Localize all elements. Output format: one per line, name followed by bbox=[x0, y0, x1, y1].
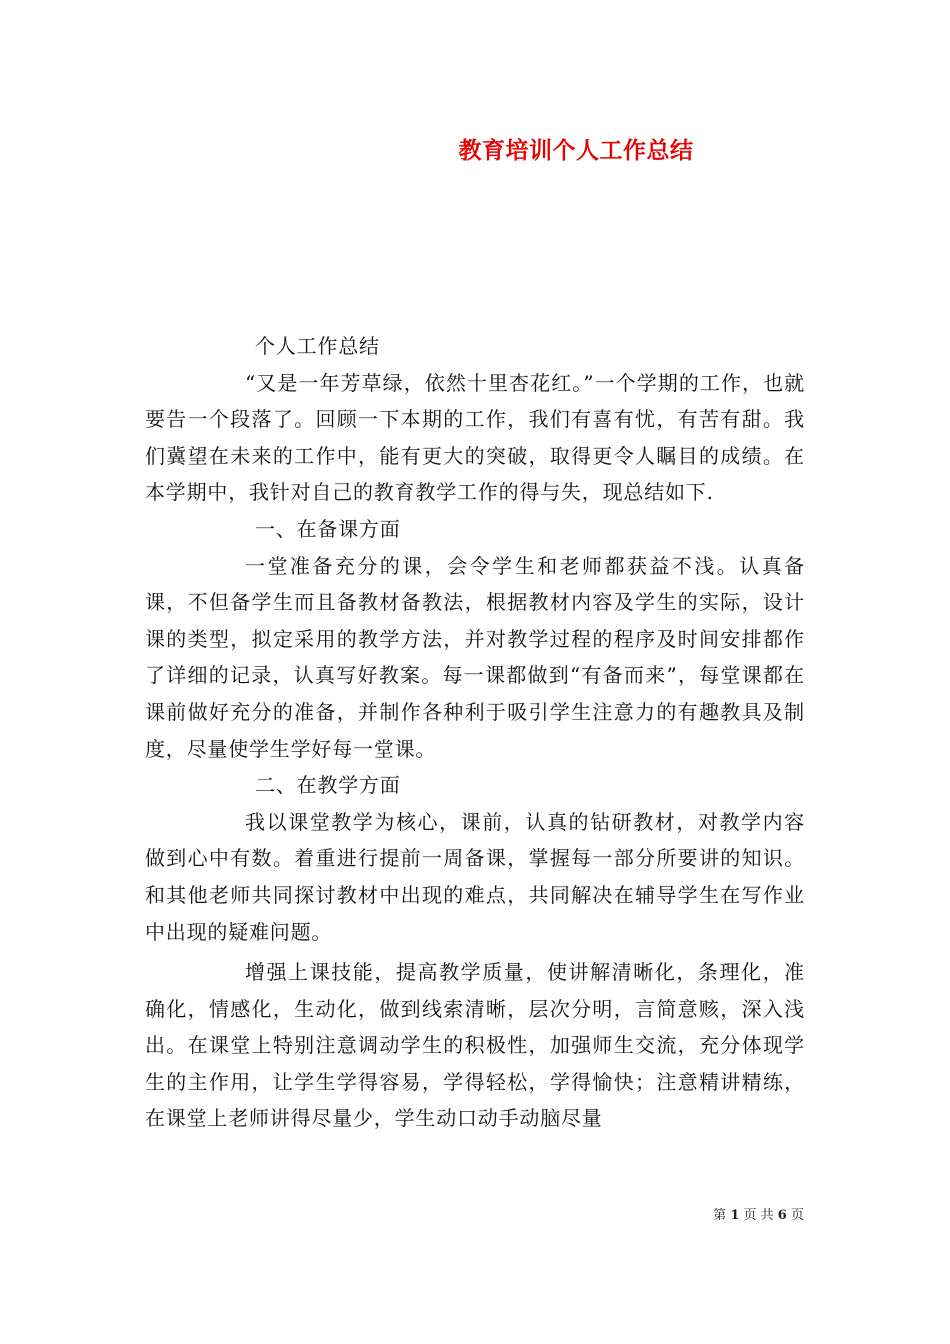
body-paragraph: “又是一年芳草绿，依然十里杏花红。”一个学期的工作，也就要告一个段落了。回顾一下本期的工作，我们有喜有忧，有苦有甜。我们冀望在未来的工作中，能有更大的突破，取得更令人瞩目的成绩。在本学期中，我针对自己的教育教学工作的得与失，现总结如下. bbox=[145, 370, 805, 505]
footer-prefix: 第 bbox=[713, 1208, 727, 1223]
body-paragraph: 一堂准备充分的课，会令学生和老师都获益不浅。认真备课，不但备学生而且备教材备教法，根据教材内容及学生的实际，设计课的类型，拟定采用的教学方法，并对教学过程的程序及时间安排都作了详细的记录，认真写好教案。每一课都做到“有备而来”，每堂课都在课前做好充分的准备，并制作各种利于吸引学生注意力的有趣教具及制度，尽量使学生学好每一堂课。 bbox=[145, 553, 805, 761]
section-heading: 一、在备课方面 bbox=[255, 516, 401, 541]
current-page-number: 1 bbox=[730, 1208, 740, 1223]
footer-middle: 页 共 bbox=[743, 1208, 774, 1223]
section-heading: 个人工作总结 bbox=[255, 334, 380, 358]
body-paragraph: 我以课堂教学为核心，课前，认真的钻研教材，对教学内容做到心中有数。着重进行提前一周备课，掌握每一部分所要讲的知识。和其他老师共同探讨教材中出现的难点，共同解决在辅导学生在写作业中出现的疑难问题。 bbox=[145, 809, 805, 944]
total-pages-number: 6 bbox=[777, 1208, 787, 1223]
page-footer bbox=[713, 1204, 804, 1223]
document-body bbox=[145, 328, 805, 1137]
section-heading: 二、在教学方面 bbox=[255, 773, 401, 798]
footer-suffix: 页 bbox=[790, 1208, 804, 1223]
body-paragraph: 增强上课技能，提高教学质量，使讲解清晰化，条理化，准确化，情感化，生动化，做到线索清晰，层次分明，言简意赅，深入浅出。在课堂上特别注意调动学生的积极性，加强师生交流，充分体现学生的主作用，让学生学得容易，学得轻松，学得愉快；注意精讲精练，在课堂上老师讲得尽量少，学生动口动手动脑尽量 bbox=[145, 960, 805, 1131]
document-title: 教育培训个人工作总结 bbox=[458, 137, 694, 164]
